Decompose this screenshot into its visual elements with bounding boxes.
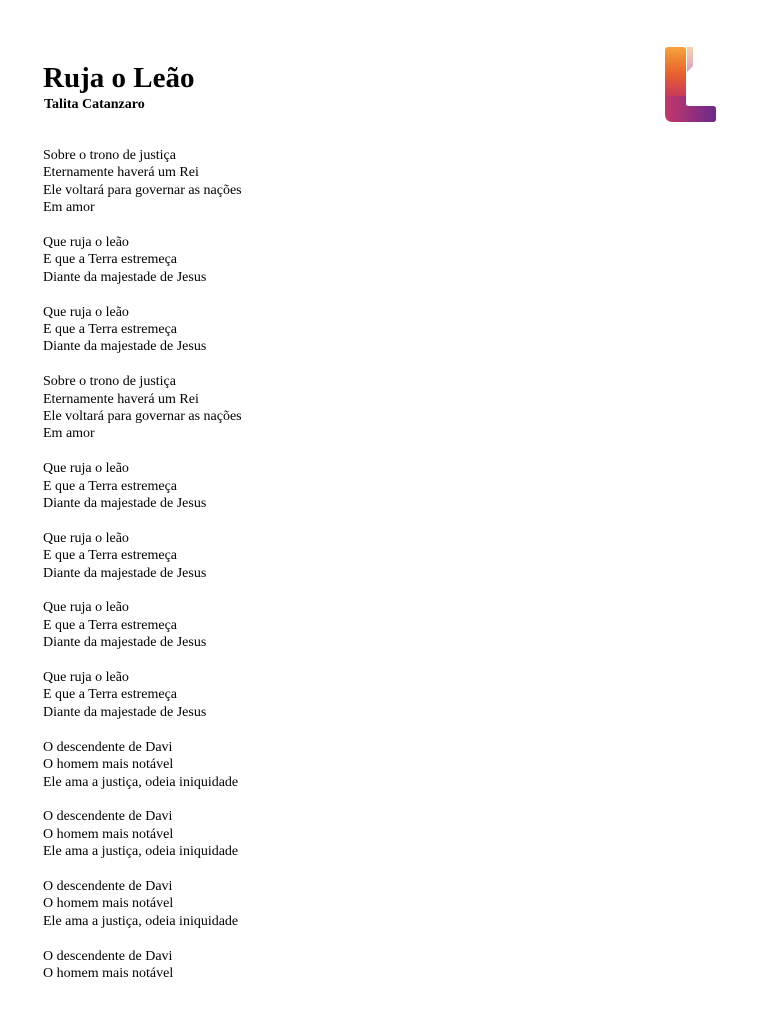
lyric-line: Ele voltará para governar as nações: [43, 182, 242, 198]
lyric-line: Diante da majestade de Jesus: [43, 269, 207, 285]
lyric-stanza: [43, 460, 242, 512]
lyric-line: E que a Terra estremeça: [43, 322, 178, 338]
lyric-line: O homem mais notável: [43, 896, 174, 912]
song-author: Talita Catanzaro: [44, 97, 145, 112]
lyric-stanza: [43, 948, 242, 983]
lyric-line: Que ruja o leão: [43, 235, 129, 251]
lyric-stanza: [43, 739, 242, 791]
lyric-stanza: [43, 373, 242, 443]
lyric-line: Eternamente haverá um Rei: [43, 165, 199, 181]
lyric-line: E que a Terra estremeça: [43, 548, 178, 564]
lyric-stanza: [43, 808, 242, 860]
lyric-line: Diante da majestade de Jesus: [43, 565, 207, 581]
lyric-stanza: [43, 234, 242, 286]
brand-logo-icon: [663, 46, 717, 123]
lyric-line: O homem mais notável: [43, 826, 174, 842]
lyric-stanza: [43, 147, 242, 217]
lyric-line: O descendente de Davi: [43, 739, 173, 755]
lyric-line: E que a Terra estremeça: [43, 617, 178, 633]
lyric-line: E que a Terra estremeça: [43, 687, 178, 703]
lyric-line: Ele ama a justiça, odeia iniquidade: [43, 774, 239, 790]
lyric-stanza: [43, 530, 242, 582]
lyric-line: O descendente de Davi: [43, 878, 173, 894]
lyric-line: Ele ama a justiça, odeia iniquidade: [43, 844, 239, 860]
lyric-line: Que ruja o leão: [43, 530, 129, 546]
lyric-line: Diante da majestade de Jesus: [43, 496, 207, 512]
lyric-stanza: [43, 669, 242, 721]
lyric-line: Diante da majestade de Jesus: [43, 339, 207, 355]
lyric-line: Que ruja o leão: [43, 670, 129, 686]
lyric-line: E que a Terra estremeça: [43, 252, 178, 268]
lyric-line: Em amor: [43, 426, 95, 442]
lyric-stanza: [43, 304, 242, 356]
lyric-stanza: [43, 878, 242, 930]
lyric-line: O descendente de Davi: [43, 948, 173, 964]
lyric-line: Sobre o trono de justiça: [43, 374, 176, 390]
lyric-line: E que a Terra estremeça: [43, 478, 178, 494]
lyric-line: Diante da majestade de Jesus: [43, 635, 207, 651]
lyric-line: O homem mais notável: [43, 965, 174, 981]
lyrics-body: [43, 147, 242, 1000]
lyric-line: Ele ama a justiça, odeia iniquidade: [43, 913, 239, 929]
lyric-line: Eternamente haverá um Rei: [43, 391, 199, 407]
lyric-line: Diante da majestade de Jesus: [43, 704, 207, 720]
lyric-line: O homem mais notável: [43, 757, 174, 773]
lyric-line: Que ruja o leão: [43, 304, 129, 320]
lyric-stanza: [43, 599, 242, 651]
lyric-line: Que ruja o leão: [43, 600, 129, 616]
lyric-line: Sobre o trono de justiça: [43, 148, 176, 163]
song-title: Ruja o Leão: [43, 62, 195, 94]
lyric-line: O descendente de Davi: [43, 809, 173, 825]
lyric-line: Ele voltará para governar as nações: [43, 409, 242, 425]
lyric-line: Que ruja o leão: [43, 461, 129, 477]
lyric-line: Em amor: [43, 200, 95, 216]
